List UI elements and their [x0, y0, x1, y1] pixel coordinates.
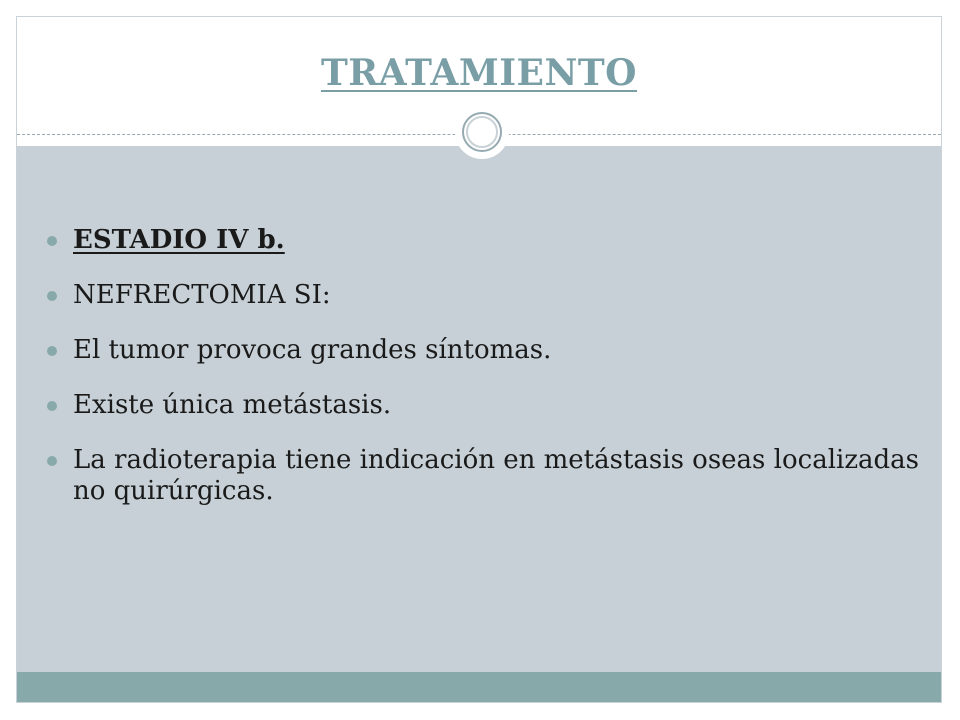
bullet-dot-icon: [47, 346, 57, 356]
bullet-dot-icon: [47, 401, 57, 411]
bullet-text: Existe única metástasis.: [73, 390, 392, 420]
bullet-dot-icon: [47, 236, 57, 246]
bullet-item: [43, 445, 923, 507]
bullet-text: La radioterapia tiene indicación en metástasis oseas localizadas no quirúrgicas.: [73, 445, 920, 506]
bullet-dot-icon: [47, 456, 57, 466]
bullet-dot-icon: [47, 291, 57, 301]
bullet-item: [43, 335, 923, 366]
slide-frame: [16, 16, 942, 703]
footer-bar: [17, 672, 941, 703]
bullet-text: NEFRECTOMIA SI:: [73, 280, 331, 310]
circle-ornament-icon: [455, 105, 509, 159]
bullet-item: [43, 390, 923, 421]
bullet-list: [43, 225, 923, 531]
slide-title: TRATAMIENTO: [320, 52, 638, 94]
bullet-text: El tumor provoca grandes síntomas.: [73, 335, 552, 365]
bullet-item: [43, 225, 923, 256]
circle-ornament-inner: [462, 112, 502, 152]
bullet-text: ESTADIO IV b.: [73, 225, 285, 255]
bullet-item: [43, 280, 923, 311]
